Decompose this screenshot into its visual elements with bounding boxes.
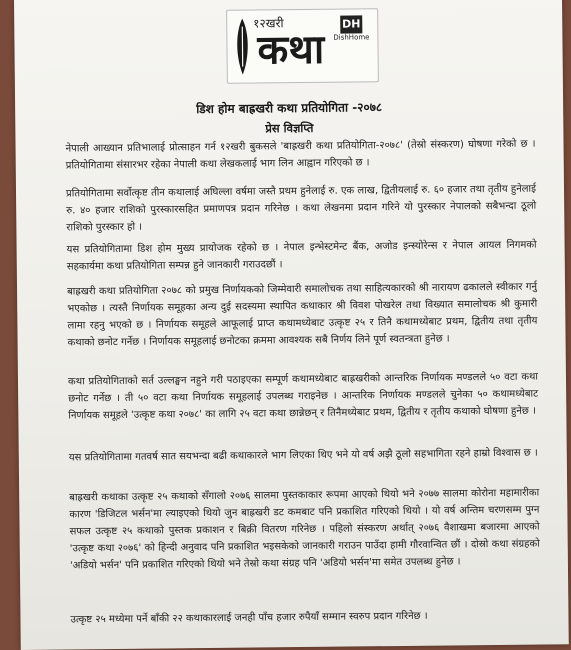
logo-small-text: १२खरी (253, 16, 284, 31)
barhakhari-katha-logo (226, 8, 379, 84)
document-subtitle: प्रेस विज्ञप्ति (265, 120, 314, 136)
logo-big-text: कथा (257, 26, 325, 74)
paragraph-7: बाह्रखरी कथाका उत्कृष्ट २५ कथाको सँगालो २०७६ सालमा पुस्तकाकार रूपमा आएको थियो भने २०७७ सालमा कोरोना महामारीका कारण 'डिजिटल भर्सन'मा ल्याइएको थियो जुन बाह्रखरी डट कमबाट पनि प्रकाशित गरिएको थियो । यो वर्ष अन्तिम चरणसम्म पुग्न सफल उत्कृष्ट २५ कथाको पुस्तक प्रकाशन र बिक्री वितरण गरिनेछ । पहिलो संस्करण अर्थात् २०७६ वैशाखमा बजारमा आएको 'उत्कृष्ट कथा २०७६' को हिन्दी अनुवाद पनि प्रकाशित भइसकेको जानकारी गराउन पाउँदा हामी गौरवान्वित छौं । दोस्रो कथा संग्रहको 'अडियो भर्सन' पनि प्रकाशित गरिएको थियो भने तेस्रो कथा संग्रह पनि 'अडियो भर्सन'मा समेत उपलब्ध हुनेछ । (69, 487, 540, 572)
document-title: डिश होम बाह्रखरी कथा प्रतियोगिता -२०७८ (196, 100, 383, 117)
pen-nib-icon (233, 17, 252, 77)
paragraph-5: कथा प्रतियोगिताको सर्त उल्लङ्घन नहुने गरी पठाइएका सम्पूर्ण कथामध्येबाट बाह्रखरीको आन्तरिक निर्णायक मण्डलले ५० वटा कथा छनोट गर्नेछ । ती ५० वटा कथा निर्णायक समूहलाई उपलब्ध गराइनेछ । आन्तरिक निर्णायक मण्डलले चुनेका ५० कथामध्येबाट निर्णायक समूहले 'उत्कृष्ट कथा २०७८' का लागि २५ वटा कथा छान्नेछन् र तिनैमध्येबाट प्रथम, द्वितीय र तृतीय कथाको घोषणा हुनेछ । (67, 371, 539, 422)
paragraph-6: यस प्रतियोगितामा गतवर्ष सात सयभन्दा बढी कथाकारले भाग लिएका थिए भने यो वर्ष अझै ठूलो सहभागिता रहने हाम्रो विश्वास छ । (68, 447, 538, 464)
paragraph-2: प्रतियोगितामा सर्वोत्कृष्ट तीन कथालाई अघिल्ला वर्षमा जस्तै प्रथम हुनेलाई रु. एक लाख, द्वितीयलाई रु. ६० हजार तथा तृतीय हुनेलाई रु. ४० हजार राशिको पुरस्कारसहित प्रमाणपत्र प्रदान गरिनेछ । कथा लेखनमा प्रदान गरिने यो पुरस्कार नेपालको सबैभन्दा ठूलो राशिको पुरस्कार हो । (65, 183, 537, 234)
dishhome-name: DishHome (333, 33, 370, 42)
paragraph-8: उत्कृष्ट २५ मध्येमा पर्ने बाँकी २२ कथाकारलाई जनही पाँच हजार रुपैयाँ सम्मान स्वरुप प्रदान गरिनेछ । (70, 610, 428, 626)
paragraph-1: नेपाली आख्यान प्रतिभालाई प्रोत्साहन गर्न १२खरी बुकसले 'बाह्रखरी कथा प्रतियोगिता-२०७८' (तेस्रो संस्करण) घोषणा गरेको छ । प्रतियोगितामा संसारभर रहेका नेपाली कथा लेखकलाई भाग लिन आह्वान गरिएको छ । (65, 138, 536, 172)
dishhome-logo (331, 15, 371, 45)
dishhome-mark: DH (340, 15, 362, 33)
paragraph-4: बाह्रखरी कथा प्रतियोगिता २०७८ को प्रमुख निर्णायकको जिम्मेवारी समालोचक तथा साहित्यकारको श्री नारायण ढकालले स्वीकार गर्नु भएकोछ । त्यस्तै निर्णायक समूहका अन्य दुई सदस्यमा स्थापित कथाकार श्री विवश पोखरेल तथा विख्यात समालोचक श्री कुमारी लामा रहनु भएको छ । निर्णायक समूहले आफूलाई प्राप्त कथामध्येबाट उत्कृष्ट २५ र तिनै कथामध्येबाट प्रथम, द्वितीय तथा तृतीय कथाको छनोट गर्नेछ । निर्णायक समूहलाई छनोटका क्रममा आवश्यक सबै निर्णय लिने पूर्ण स्वतन्त्रता हुनेछ । (67, 281, 538, 349)
press-release-sheet (14, 0, 569, 650)
paragraph-3: यस प्रतियोगितामा डिश होम मुख्य प्रायोजक रहेको छ । नेपाल इन्भेस्टमेन्ट बैंक, अजोड इन्स्योरेन्स र नेपाल आयल निगमको सहकार्यमा कथा प्रतियोगिता सम्पन्न हुने जानकारी गराउदछौं । (66, 239, 537, 273)
